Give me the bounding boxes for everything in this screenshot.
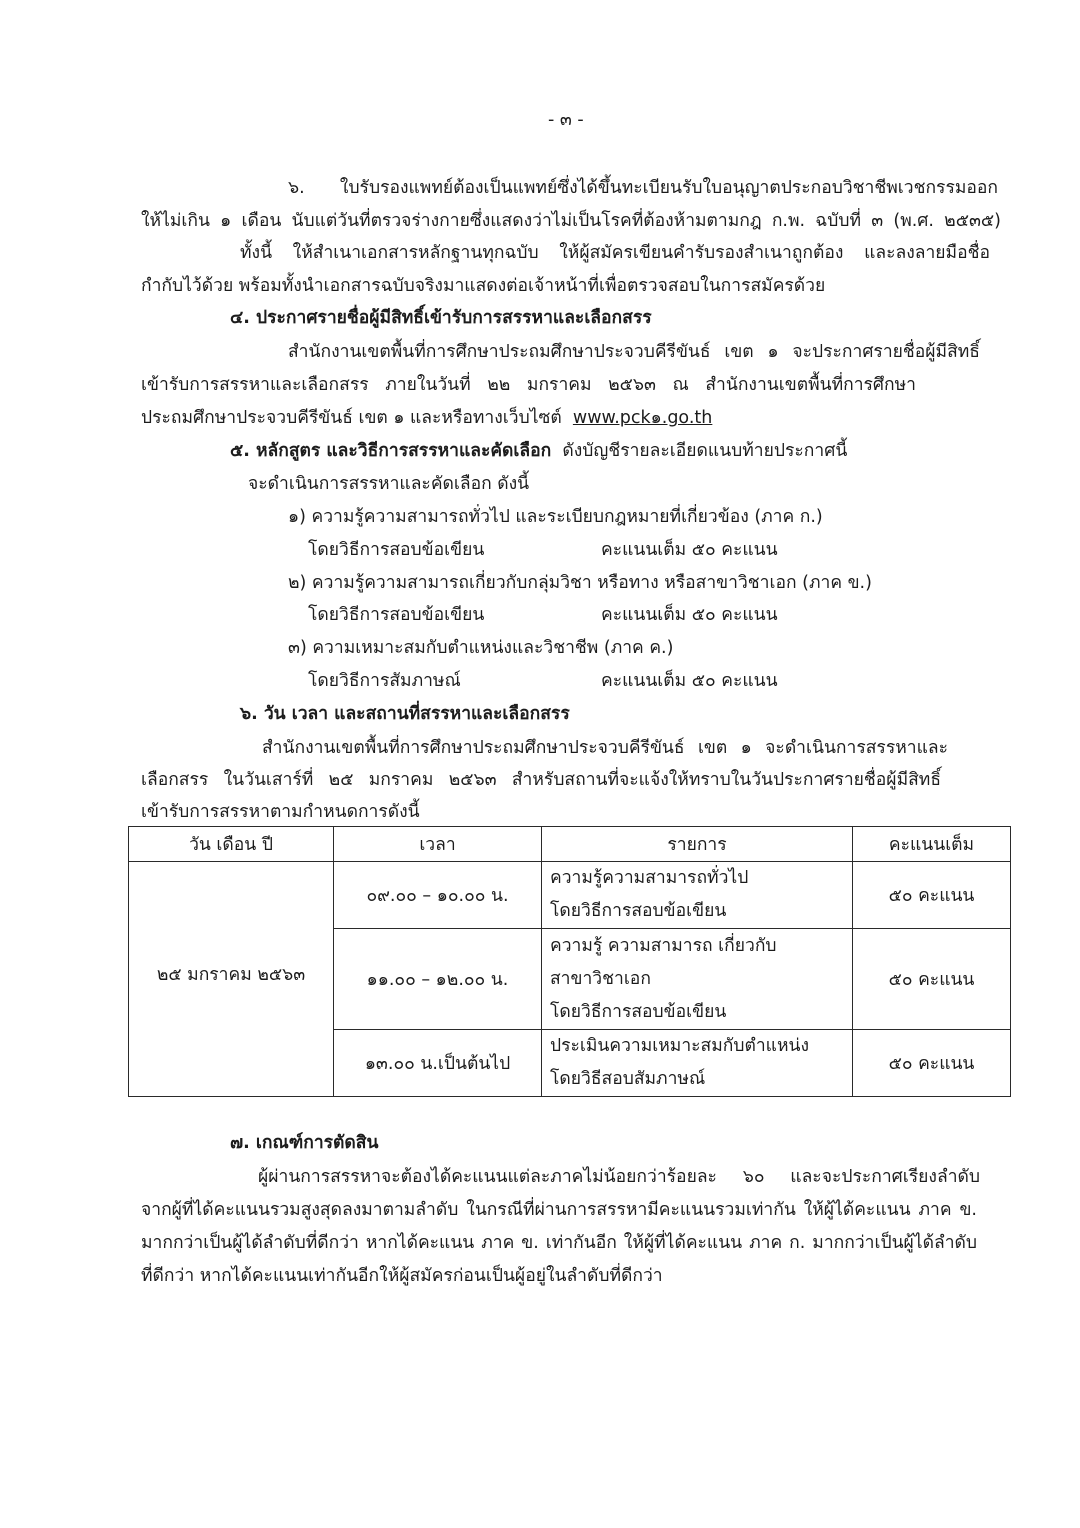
header-score: คะแนนเต็ม — [853, 827, 1011, 862]
header-date: วัน เดือน ปี — [129, 827, 334, 862]
schedule-table — [128, 826, 1011, 1097]
score-cell: ๕๐ คะแนน — [853, 929, 1011, 1030]
paragraph-line: จากผู้ที่ได้คะแนนรวมสูงสุดลงมาตามลำดับ ในกรณีที่ผ่านการสรรหามีคะแนนรวมเท่ากัน ให้ผู้ได้คะแนน ภาค ข. — [141, 1200, 977, 1220]
section-heading-6: ๖. วัน เวลา และสถานที่สรรหาและเลือกสรร — [240, 704, 570, 724]
criteria-method: โดยวิธีการสอบข้อเขียน — [308, 605, 485, 625]
paragraph-line: ผู้ผ่านการสรรหาจะต้องได้คะแนนแต่ละภาคไม่น้อยกว่าร้อยละ ๖๐ และจะประกาศเรียงลำดับ — [258, 1167, 980, 1187]
criteria-score: คะแนนเต็ม ๕๐ คะแนน — [601, 540, 778, 560]
header-item: รายการ — [542, 827, 853, 862]
criteria-title: ๒) ความรู้ความสามารถเกี่ยวกับกลุ่มวิชา หรือทาง หรือสาขาวิชาเอก (ภาค ข.) — [288, 573, 872, 593]
table-row — [129, 862, 1011, 929]
criteria-method: โดยวิธีการสอบข้อเขียน — [308, 540, 485, 560]
item-cell: ความรู้ความสามารถทั่วไป โดยวิธีการสอบข้อเขียน — [542, 862, 853, 929]
time-cell: ๐๙.๐๐ – ๑๐.๐๐ น. — [334, 862, 542, 929]
paragraph-line: ทั้งนี้ ให้สำเนาเอกสารหลักฐานทุกฉบับ ให้ผู้สมัครเขียนคำรับรองสำเนาถูกต้อง และลงลายมือชื่อ — [240, 243, 990, 263]
paragraph-line: ให้ไม่เกิน ๑ เดือน นับแต่วันที่ตรวจร่างกายซึ่งแสดงว่าไม่เป็นโรคที่ต้องห้ามตามกฎ ก.พ. ฉบับที่ ๓ (พ.ศ. ๒๕๓๕) — [141, 211, 1001, 231]
item-cell: ความรู้ ความสามารถ เกี่ยวกับ สาขาวิชาเอก โดยวิธีการสอบข้อเขียน — [542, 929, 853, 1030]
section-intro: จะดำเนินการสรรหาและคัดเลือก ดังนี้ — [248, 474, 530, 494]
section-heading-5: ๕. หลักสูตร และวิธีการสรรหาและคัดเลือก ดังบัญชีรายละเอียดแนบท้ายประกาศนี้ — [230, 441, 848, 461]
paragraph-line: เข้ารับการสรรหาและเลือกสรร ภายในวันที่ ๒๒ มกราคม ๒๕๖๓ ณ สำนักงานเขตพื้นที่การศึกษา — [141, 375, 916, 395]
time-cell: ๑๓.๐๐ น.เป็นต้นไป — [334, 1030, 542, 1097]
paragraph-line: ๖. ใบรับรองแพทย์ต้องเป็นแพทย์ซึ่งได้ขึ้นทะเบียนรับใบอนุญาตประกอบวิชาชีพเวชกรรมออก — [288, 178, 998, 198]
criteria-score: คะแนนเต็ม ๕๐ คะแนน — [601, 671, 778, 691]
section-heading-7: ๗. เกณฑ์การตัดสิน — [230, 1133, 379, 1153]
paragraph-line: เลือกสรร ในวันเสาร์ที่ ๒๕ มกราคม ๒๕๖๓ สำหรับสถานที่จะแจ้งให้ทราบในวันประกาศรายชื่อผู้มีสิทธิ์ — [141, 770, 941, 790]
page-number: - ๓ - — [548, 110, 584, 130]
criteria-title: ๑) ความรู้ความสามารถทั่วไป และระเบียบกฎหมายที่เกี่ยวข้อง (ภาค ก.) — [288, 507, 823, 527]
paragraph-line: สำนักงานเขตพื้นที่การศึกษาประถมศึกษาประจวบคีรีขันธ์ เขต ๑ จะประกาศรายชื่อผู้มีสิทธิ์ — [288, 342, 980, 362]
item-cell: ประเมินความเหมาะสมกับตำแหน่ง โดยวิธีสอบสัมภาษณ์ — [542, 1030, 853, 1097]
paragraph-line: เข้ารับการสรรหาตามกำหนดการดังนี้ — [141, 802, 420, 822]
paragraph-line: สำนักงานเขตพื้นที่การศึกษาประถมศึกษาประจวบคีรีขันธ์ เขต ๑ จะดำเนินการสรรหาและ — [262, 738, 948, 758]
paragraph-line: มากกว่าเป็นผู้ได้ลำดับที่ดีกว่า หากได้คะแนน ภาค ข. เท่ากันอีก ให้ผู้ที่ได้คะแนน ภาค ก. มากกว่าเป็นผู้ได้ลำดับ — [141, 1233, 977, 1253]
header-time: เวลา — [334, 827, 542, 862]
paragraph-line: ประถมศึกษาประจวบคีรีขันธ์ เขต ๑ และหรือทางเว็บไซต์ www.pck๑.go.th — [141, 408, 713, 428]
date-cell: ๒๕ มกราคม ๒๕๖๓ — [129, 862, 334, 1097]
website-link[interactable]: www.pck๑.go.th — [572, 408, 713, 428]
paragraph-line: กำกับไว้ด้วย พร้อมทั้งนำเอกสารฉบับจริงมาแสดงต่อเจ้าหน้าที่เพื่อตรวจสอบในการสมัครด้วย — [141, 276, 826, 296]
score-cell: ๕๐ คะแนน — [853, 1030, 1011, 1097]
paragraph-line: ที่ดีกว่า หากได้คะแนนเท่ากันอีกให้ผู้สมัครก่อนเป็นผู้อยู่ในลำดับที่ดีกว่า — [141, 1266, 663, 1286]
section-heading-4: ๔. ประกาศรายชื่อผู้มีสิทธิ์เข้ารับการสรรหาและเลือกสรร — [230, 308, 652, 328]
score-cell: ๕๐ คะแนน — [853, 862, 1011, 929]
table-header-row — [129, 827, 1011, 862]
criteria-score: คะแนนเต็ม ๕๐ คะแนน — [601, 605, 778, 625]
criteria-method: โดยวิธีการสัมภาษณ์ — [308, 671, 461, 691]
criteria-title: ๓) ความเหมาะสมกับตำแหน่งและวิชาชีพ (ภาค ค.) — [288, 638, 674, 658]
time-cell: ๑๑.๐๐ – ๑๒.๐๐ น. — [334, 929, 542, 1030]
